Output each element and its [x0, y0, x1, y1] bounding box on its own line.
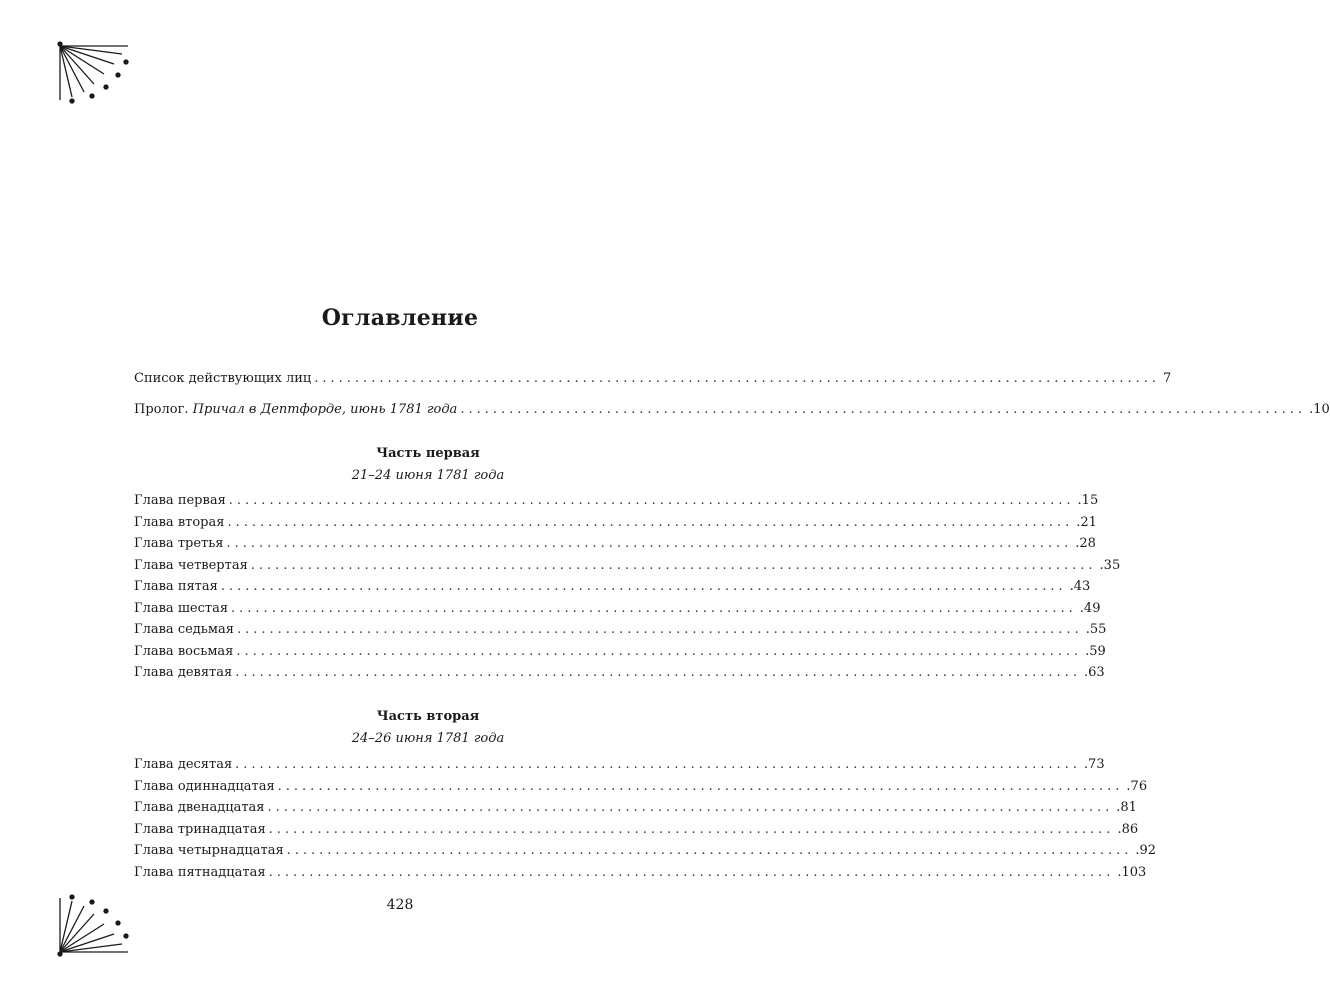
- part-two-subtitle: 24–26 июня 1781 года: [351, 731, 505, 746]
- toc-entry-page: .92: [1135, 843, 1157, 858]
- toc-entry-page: .15: [1077, 493, 1099, 508]
- toc-entry-page: .43: [1069, 579, 1091, 594]
- toc-entry-label: Глава третья: [134, 536, 224, 551]
- toc-entry-chapter: [134, 843, 1157, 865]
- toc-entry-page: .21: [1076, 514, 1097, 530]
- part-one-subtitle: 21–24 июня 1781 года: [351, 468, 505, 483]
- dot-leader: ........................................................................................................: [314, 371, 1161, 386]
- part-two-title: Часть вторая: [376, 709, 480, 724]
- part-one-title: Часть первая: [376, 446, 480, 461]
- toc-entry-page: .59: [1085, 643, 1106, 659]
- toc-entry-chapter: [134, 600, 1101, 623]
- toc-entry-label: Глава десятая: [134, 757, 233, 772]
- dot-leader: ........................................................................................................: [235, 757, 1081, 772]
- toc-entry-chapter: [134, 778, 1148, 801]
- toc-entry-page: .63: [1083, 665, 1105, 680]
- dot-leader: ........................................................................................................: [220, 579, 1067, 594]
- toc-entry-label: Глава пятнадцатая: [134, 864, 266, 880]
- toc-entry-chapter: [134, 643, 1106, 666]
- toc-entry-label: Глава девятая: [134, 665, 233, 680]
- toc-entry-label: Глава седьмая: [134, 622, 234, 637]
- toc-entry-page: .86: [1117, 821, 1139, 837]
- toc-entry-label: [134, 402, 457, 417]
- dot-leader: ........................................................................................................: [250, 557, 1097, 573]
- toc-entry-chapter: [134, 579, 1091, 601]
- toc-entry-label: Глава шестая: [134, 600, 229, 616]
- dot-leader: ........................................................................................................: [228, 493, 1075, 508]
- toc-entry-label: Глава одиннадцатая: [134, 778, 275, 794]
- page-number: 428: [386, 897, 414, 913]
- dot-leader: ........................................................................................................: [268, 864, 1115, 880]
- toc-entry-label: Список действующих лиц: [134, 371, 312, 386]
- dot-leader: ........................................................................................................: [267, 800, 1114, 815]
- toc-entry-page: .81: [1116, 800, 1137, 815]
- dot-leader: ........................................................................................................: [226, 536, 1073, 551]
- dot-leader: ........................................................................................................: [227, 514, 1074, 530]
- toc-entry-label: Глава четырнадцатая: [134, 843, 284, 858]
- toc-entry-label: Глава четвертая: [134, 557, 248, 573]
- toc-entry-chapter: [134, 757, 1105, 779]
- prologue-subtitle: Причал в Дептфорде, июнь 1781 года: [192, 402, 458, 417]
- page-title: Оглавление: [321, 305, 479, 331]
- prologue-label: Пролог.: [134, 402, 193, 417]
- toc-entry-chapter: [134, 665, 1105, 687]
- dot-leader: ........................................................................................................: [460, 402, 1307, 417]
- toc-entry-label: Глава пятая: [134, 579, 218, 594]
- toc-entry-page: .103: [1117, 864, 1147, 880]
- toc-entry-chapter: [134, 557, 1121, 580]
- part-one-chapter-list: [134, 493, 1121, 687]
- dot-leader: ........................................................................................................: [235, 665, 1081, 680]
- toc-intro-section: [134, 371, 1172, 393]
- toc-entry-chapter: [134, 514, 1097, 537]
- toc-entry-page: .73: [1083, 757, 1105, 772]
- toc-entry-chapter: [134, 821, 1139, 844]
- toc-prologue-section: [134, 402, 1330, 424]
- toc-entry-label: Глава восьмая: [134, 643, 234, 659]
- toc-entry-page: .28: [1075, 536, 1096, 551]
- toc-entry-label: Глава двенадцатая: [134, 800, 265, 815]
- toc-entry-page: 7: [1163, 371, 1172, 386]
- toc-entry-page: .55: [1085, 622, 1107, 637]
- sunburst-corner-ornament-icon: [56, 42, 132, 104]
- toc-entry-label: Глава тринадцатая: [134, 821, 266, 837]
- dot-leader: ........................................................................................................: [277, 778, 1124, 794]
- toc-entry-chapter: [134, 800, 1137, 822]
- toc-entry-page: .35: [1099, 557, 1121, 573]
- toc-entry-chapter: [134, 864, 1147, 887]
- toc-entry-page: .76: [1126, 778, 1148, 794]
- dot-leader: ........................................................................................................: [231, 600, 1077, 616]
- part-two-chapter-list: [134, 757, 1157, 886]
- toc-entry-chapter: [134, 622, 1107, 644]
- toc-entry-dramatis-personae: [134, 371, 1172, 393]
- toc-entry-chapter: [134, 536, 1096, 558]
- dot-leader: ........................................................................................................: [286, 843, 1133, 858]
- toc-entry-label: Глава первая: [134, 493, 226, 508]
- dot-leader: ........................................................................................................: [268, 821, 1115, 837]
- toc-entry-page: .10: [1309, 402, 1330, 417]
- toc-entry-prologue: [134, 402, 1330, 424]
- toc-entry-page: .49: [1079, 600, 1101, 616]
- toc-entry-chapter: [134, 493, 1099, 515]
- dot-leader: ........................................................................................................: [236, 622, 1083, 637]
- dot-leader: ........................................................................................................: [236, 643, 1083, 659]
- toc-entry-label: Глава вторая: [134, 514, 225, 530]
